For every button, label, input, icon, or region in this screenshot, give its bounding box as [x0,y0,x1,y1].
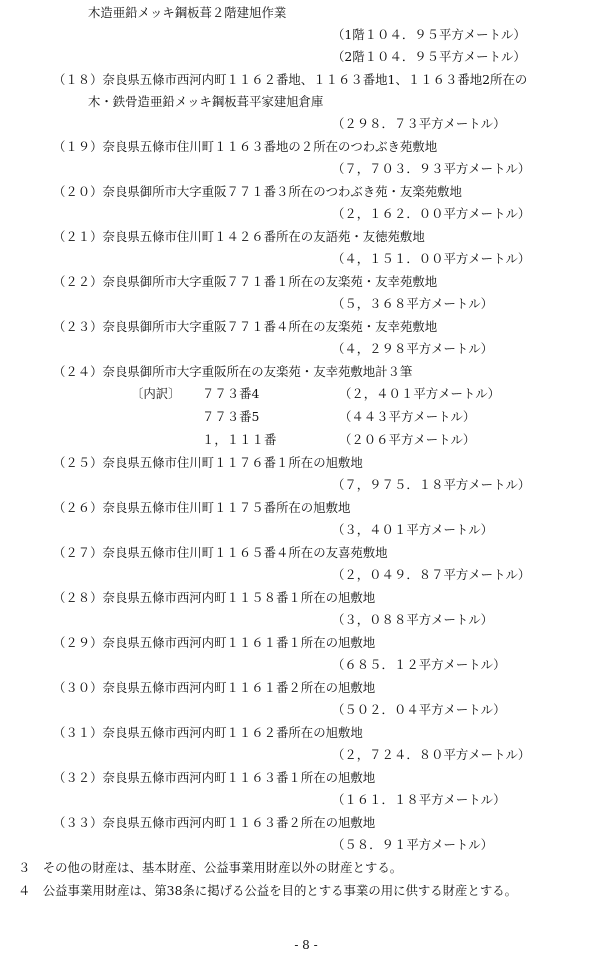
text-line: （１６１．１８平方メートル） [332,792,506,807]
text-line: （2階１０４．９５平方メートル） [332,49,526,64]
text-line: （６８５．１２平方メートル） [332,657,506,672]
text-line: （５，３６８平方メートル） [332,296,494,311]
text-line: ７７３番5 [202,409,260,424]
text-line: （２２）奈良県御所市大字重阪７７１番１所在の友楽苑・友幸苑敷地 [53,274,438,289]
text-line: 木・鉄骨造亜鉛メッキ鋼板葺平家建旭倉庫 [88,94,324,109]
text-line: （３，４０１平方メートル） [332,522,494,537]
text-line: （３０）奈良県五條市西河内町１１６１番２所在の旭敷地 [53,680,376,695]
text-line: （４，２９８平方メートル） [332,341,494,356]
text-line: （２，０４９．８７平方メートル） [332,567,531,582]
text-line: （1階１０４．９５平方メートル） [332,27,526,42]
text-line: （３２）奈良県五條市西河内町１１６３番１所在の旭敷地 [53,770,376,785]
text-line: （２６）奈良県五條市住川町１１７５番所在の旭敷地 [53,500,351,515]
text-line: （２８）奈良県五條市西河内町１１５８番１所在の旭敷地 [53,590,376,605]
text-line: （２，７２４．８０平方メートル） [332,747,531,762]
text-line: （２１）奈良県五條市住川町１４２６番所在の友語苑・友徳苑敷地 [53,229,425,244]
text-line: （２０６平方メートル） [339,432,476,447]
text-line: ４ 公益事業用財産は、第38条に掲げる公益を目的とする事業の用に供する財産とする。 [18,883,518,898]
text-line: １，１１１番 [202,432,277,447]
text-line: （２９）奈良県五條市西河内町１１６１番１所在の旭敷地 [53,635,376,650]
text-line: （２，４０１平方メートル） [339,386,501,401]
text-line: （１９）奈良県五條市住川町１１６３番地の２所在のつわぶき苑敷地 [53,139,438,154]
text-line: （２３）奈良県御所市大字重阪７７１番４所在の友楽苑・友幸苑敷地 [53,319,438,334]
text-line: （３１）奈良県五條市西河内町１１６２番所在の旭敷地 [53,725,363,740]
text-line: （７，９７５．１８平方メートル） [332,477,531,492]
text-line: （２４）奈良県御所市大字重阪所在の友楽苑・友幸苑敷地計３筆 [53,364,413,379]
text-line: （２０）奈良県御所市大字重阪７７１番３所在のつわぶき苑・友楽苑敷地 [53,184,462,199]
text-line: （２９８．７３平方メートル） [332,116,506,131]
text-line: ７７３番4 [202,386,260,401]
text-line: （４，１５１．００平方メートル） [332,251,531,266]
text-line: （４４３平方メートル） [339,409,476,424]
text-line: （７，７０３．９３平方メートル） [332,161,531,176]
text-line: （２７）奈良県五條市住川町１１６５番４所在の友喜苑敷地 [53,545,388,560]
text-line: （３３）奈良県五條市西河内町１１６３番２所在の旭敷地 [53,815,376,830]
text-line: （５８．９１平方メートル） [332,837,494,852]
text-line: （５０２．０４平方メートル） [332,702,506,717]
page-number: - 8 - [294,938,318,952]
text-line: （１８）奈良県五條市西河内町１１６２番地、１１６３番地1、１１６３番地2所在の [53,72,528,87]
text-line: （２５）奈良県五條市住川町１１７６番１所在の旭敷地 [53,455,363,470]
text-line: （２，１６２．００平方メートル） [332,206,531,221]
text-line: 木造亜鉛メッキ鋼板葺２階建旭作業 [88,5,287,20]
text-line: 〔内訳〕 [131,386,181,401]
text-line: ３ その他の財産は、基本財産、公益事業用財産以外の財産とする。 [18,860,403,875]
text-line: （３，０８８平方メートル） [332,612,494,627]
